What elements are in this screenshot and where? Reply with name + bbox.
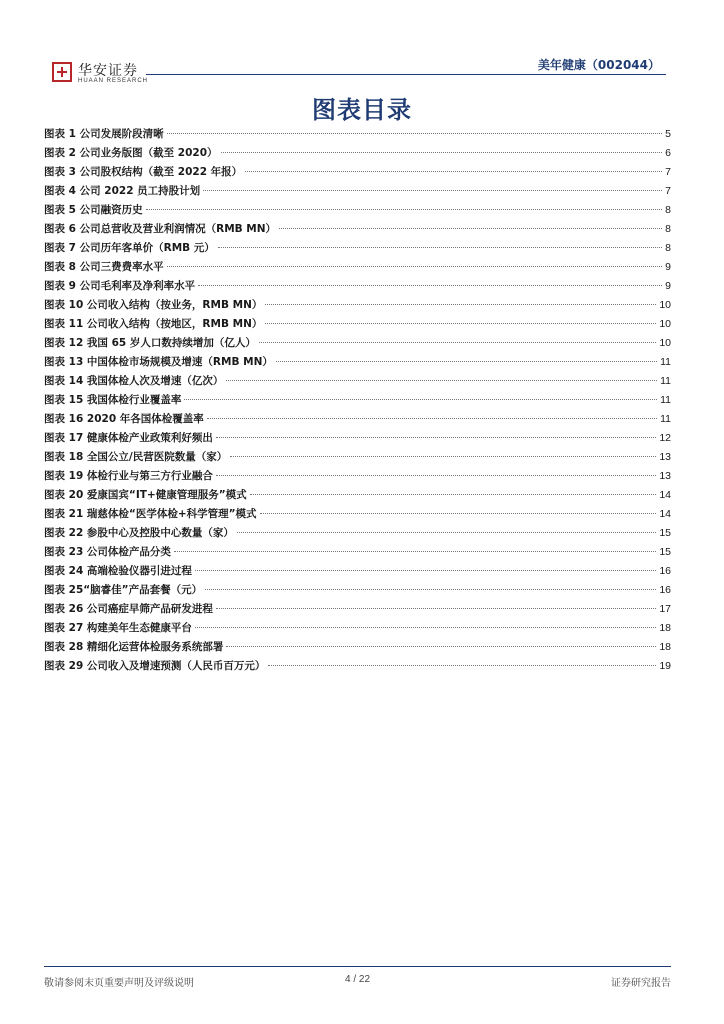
toc-leader-dots xyxy=(203,190,662,191)
toc-entry-label: 图表 12 我国 65 岁人口数持续增加（亿人） xyxy=(44,337,256,349)
toc-entry-page: 9 xyxy=(665,261,671,273)
toc-entry[interactable] xyxy=(44,639,671,658)
toc-entry[interactable] xyxy=(44,316,671,335)
toc-entry-page: 6 xyxy=(665,147,671,159)
toc-entry-label: 图表 21 瑞慈体检“医学体检+科学管理”模式 xyxy=(44,508,257,520)
toc-entry-page: 8 xyxy=(665,204,671,216)
page-title: 图表目录 xyxy=(312,96,412,124)
toc-entry-page: 17 xyxy=(659,603,671,615)
toc-entry[interactable] xyxy=(44,145,671,164)
toc-entry-label: 图表 15 我国体检行业覆盖率 xyxy=(44,394,182,406)
toc-entry[interactable] xyxy=(44,221,671,240)
toc-entry-label: 图表 17 健康体检产业政策利好频出 xyxy=(44,432,213,444)
toc-entry[interactable] xyxy=(44,658,671,677)
toc-entry[interactable] xyxy=(44,259,671,278)
toc-leader-dots xyxy=(226,646,656,647)
company-name: 美年健康（002044） xyxy=(537,58,660,72)
toc-leader-dots xyxy=(198,285,662,286)
toc-entry-page: 10 xyxy=(659,299,671,311)
footer-rule xyxy=(44,966,671,967)
toc-entry-page: 18 xyxy=(659,622,671,634)
toc-entry-page: 14 xyxy=(659,489,671,501)
toc-entry-label: 图表 1 公司发展阶段清晰 xyxy=(44,128,164,140)
toc-entry-page: 15 xyxy=(659,546,671,558)
toc-entry[interactable] xyxy=(44,202,671,221)
toc-entry-page: 19 xyxy=(659,660,671,672)
toc-entry-page: 11 xyxy=(660,394,671,406)
toc-entry[interactable] xyxy=(44,487,671,506)
toc-leader-dots xyxy=(216,437,656,438)
footer-page-number: 4 / 22 xyxy=(344,974,371,985)
toc-entry-label: 图表 26 公司癌症早筛产品研发进程 xyxy=(44,603,213,615)
toc-entry-label: 图表 9 公司毛利率及净利率水平 xyxy=(44,280,196,292)
toc-leader-dots xyxy=(205,589,656,590)
toc-entry-page: 11 xyxy=(660,356,671,368)
toc-entry-page: 15 xyxy=(659,527,671,539)
toc-entry-label: 图表 2 公司业务版图（截至 2020） xyxy=(44,147,218,159)
toc-leader-dots xyxy=(184,399,657,400)
toc-leader-dots xyxy=(230,456,656,457)
toc-entry-label: 图表 27 构建美年生态健康平台 xyxy=(44,622,192,634)
toc-leader-dots xyxy=(195,627,656,628)
toc-entry-page: 11 xyxy=(660,375,671,387)
toc-entry[interactable] xyxy=(44,164,671,183)
toc-entry[interactable] xyxy=(44,601,671,620)
toc-entry-label: 图表 22 参股中心及控股中心数量（家） xyxy=(44,527,234,539)
header-rule xyxy=(146,74,666,75)
toc-entry[interactable] xyxy=(44,430,671,449)
toc-entry-label: 图表 10 公司收入结构（按业务，RMB MN） xyxy=(44,299,263,311)
toc-entry[interactable] xyxy=(44,335,671,354)
toc-entry-label: 图表 11 公司收入结构（按地区，RMB MN） xyxy=(44,318,263,330)
toc-entry[interactable] xyxy=(44,563,671,582)
toc-leader-dots xyxy=(221,152,663,153)
toc-entry[interactable] xyxy=(44,240,671,259)
toc-entry-label: 图表 8 公司三费费率水平 xyxy=(44,261,164,273)
toc-entry-page: 13 xyxy=(659,470,671,482)
toc-leader-dots xyxy=(146,209,663,210)
toc-leader-dots xyxy=(276,361,657,362)
toc-entry-page: 13 xyxy=(659,451,671,463)
toc-entry-page: 14 xyxy=(659,508,671,520)
toc-leader-dots xyxy=(250,494,657,495)
toc-entry-page: 9 xyxy=(665,280,671,292)
toc-entry-page: 10 xyxy=(659,337,671,349)
toc-entry-label: 图表 18 全国公立/民营医院数量（家） xyxy=(44,451,228,463)
huaan-logo-icon xyxy=(52,62,72,82)
toc-entry-page: 7 xyxy=(665,166,671,178)
toc-entry-page: 8 xyxy=(665,223,671,235)
toc-leader-dots xyxy=(216,608,656,609)
footer-disclaimer: 敬请参阅末页重要声明及评级说明 xyxy=(44,978,194,989)
toc-entry[interactable] xyxy=(44,373,671,392)
toc-entry[interactable] xyxy=(44,392,671,411)
toc-entry-page: 18 xyxy=(659,641,671,653)
toc-leader-dots xyxy=(259,342,656,343)
toc-entry-page: 7 xyxy=(665,185,671,197)
toc-leader-dots xyxy=(207,418,657,419)
toc-entry-page: 8 xyxy=(665,242,671,254)
toc-entry-label: 图表 25“脑睿佳”产品套餐（元） xyxy=(44,584,203,596)
toc-leader-dots xyxy=(216,475,656,476)
toc-leader-dots xyxy=(245,171,662,172)
toc-entry[interactable] xyxy=(44,411,671,430)
toc-entry-label: 图表 14 我国体检人次及增速（亿次） xyxy=(44,375,224,387)
toc-entry[interactable] xyxy=(44,449,671,468)
toc-entry[interactable] xyxy=(44,297,671,316)
toc-entry[interactable] xyxy=(44,506,671,525)
toc-entry-label: 图表 19 体检行业与第三方行业融合 xyxy=(44,470,213,482)
toc-entry-label: 图表 4 公司 2022 员工持股计划 xyxy=(44,185,201,197)
toc-entry-label: 图表 28 精细化运营体检服务系统部署 xyxy=(44,641,224,653)
toc-leader-dots xyxy=(265,304,656,305)
toc-leader-dots xyxy=(226,380,657,381)
toc-entry-label: 图表 6 公司总营收及营业利润情况（RMB MN） xyxy=(44,223,277,235)
toc-entry-label: 图表 20 爱康国宾“IT+健康管理服务”模式 xyxy=(44,489,247,501)
figure-list xyxy=(44,126,671,677)
toc-entry-page: 5 xyxy=(665,128,671,140)
toc-entry-page: 16 xyxy=(659,584,671,596)
toc-entry-page: 10 xyxy=(659,318,671,330)
toc-entry[interactable] xyxy=(44,183,671,202)
toc-entry[interactable] xyxy=(44,354,671,373)
toc-leader-dots xyxy=(260,513,657,514)
page-header xyxy=(50,54,666,90)
toc-entry[interactable] xyxy=(44,525,671,544)
toc-leader-dots xyxy=(265,323,656,324)
footer-label: 证券研究报告 xyxy=(611,978,671,989)
toc-entry[interactable] xyxy=(44,582,671,601)
toc-entry-label: 图表 13 中国体检市场规模及增速（RMB MN） xyxy=(44,356,273,368)
toc-leader-dots xyxy=(279,228,662,229)
toc-entry-label: 图表 24 高端检验仪器引进过程 xyxy=(44,565,192,577)
toc-leader-dots xyxy=(218,247,662,248)
toc-leader-dots xyxy=(195,570,656,571)
huaan-logo xyxy=(50,58,170,88)
toc-entry-page: 12 xyxy=(659,432,671,444)
toc-entry-label: 图表 3 公司股权结构（截至 2022 年报） xyxy=(44,166,243,178)
toc-entry[interactable] xyxy=(44,620,671,639)
toc-leader-dots xyxy=(268,665,656,666)
toc-leader-dots xyxy=(167,133,663,134)
toc-leader-dots xyxy=(167,266,663,267)
toc-entry-label: 图表 5 公司融资历史 xyxy=(44,204,143,216)
page-footer xyxy=(44,966,671,996)
toc-entry-label: 图表 16 2020 年各国体检覆盖率 xyxy=(44,413,204,425)
toc-entry[interactable] xyxy=(44,126,671,145)
toc-leader-dots xyxy=(237,532,656,533)
toc-entry-page: 16 xyxy=(659,565,671,577)
toc-entry-page: 11 xyxy=(660,413,671,425)
toc-leader-dots xyxy=(174,551,656,552)
toc-entry[interactable] xyxy=(44,278,671,297)
toc-entry-label: 图表 23 公司体检产品分类 xyxy=(44,546,171,558)
toc-entry[interactable] xyxy=(44,544,671,563)
toc-entry[interactable] xyxy=(44,468,671,487)
toc-entry-label: 图表 29 公司收入及增速预测（人民币百万元） xyxy=(44,660,266,672)
logo-text-cn: 华安证券 xyxy=(78,63,138,79)
toc-entry-label: 图表 7 公司历年客单价（RMB 元） xyxy=(44,242,215,254)
logo-text-en: HUAAN RESEARCH xyxy=(78,78,149,84)
